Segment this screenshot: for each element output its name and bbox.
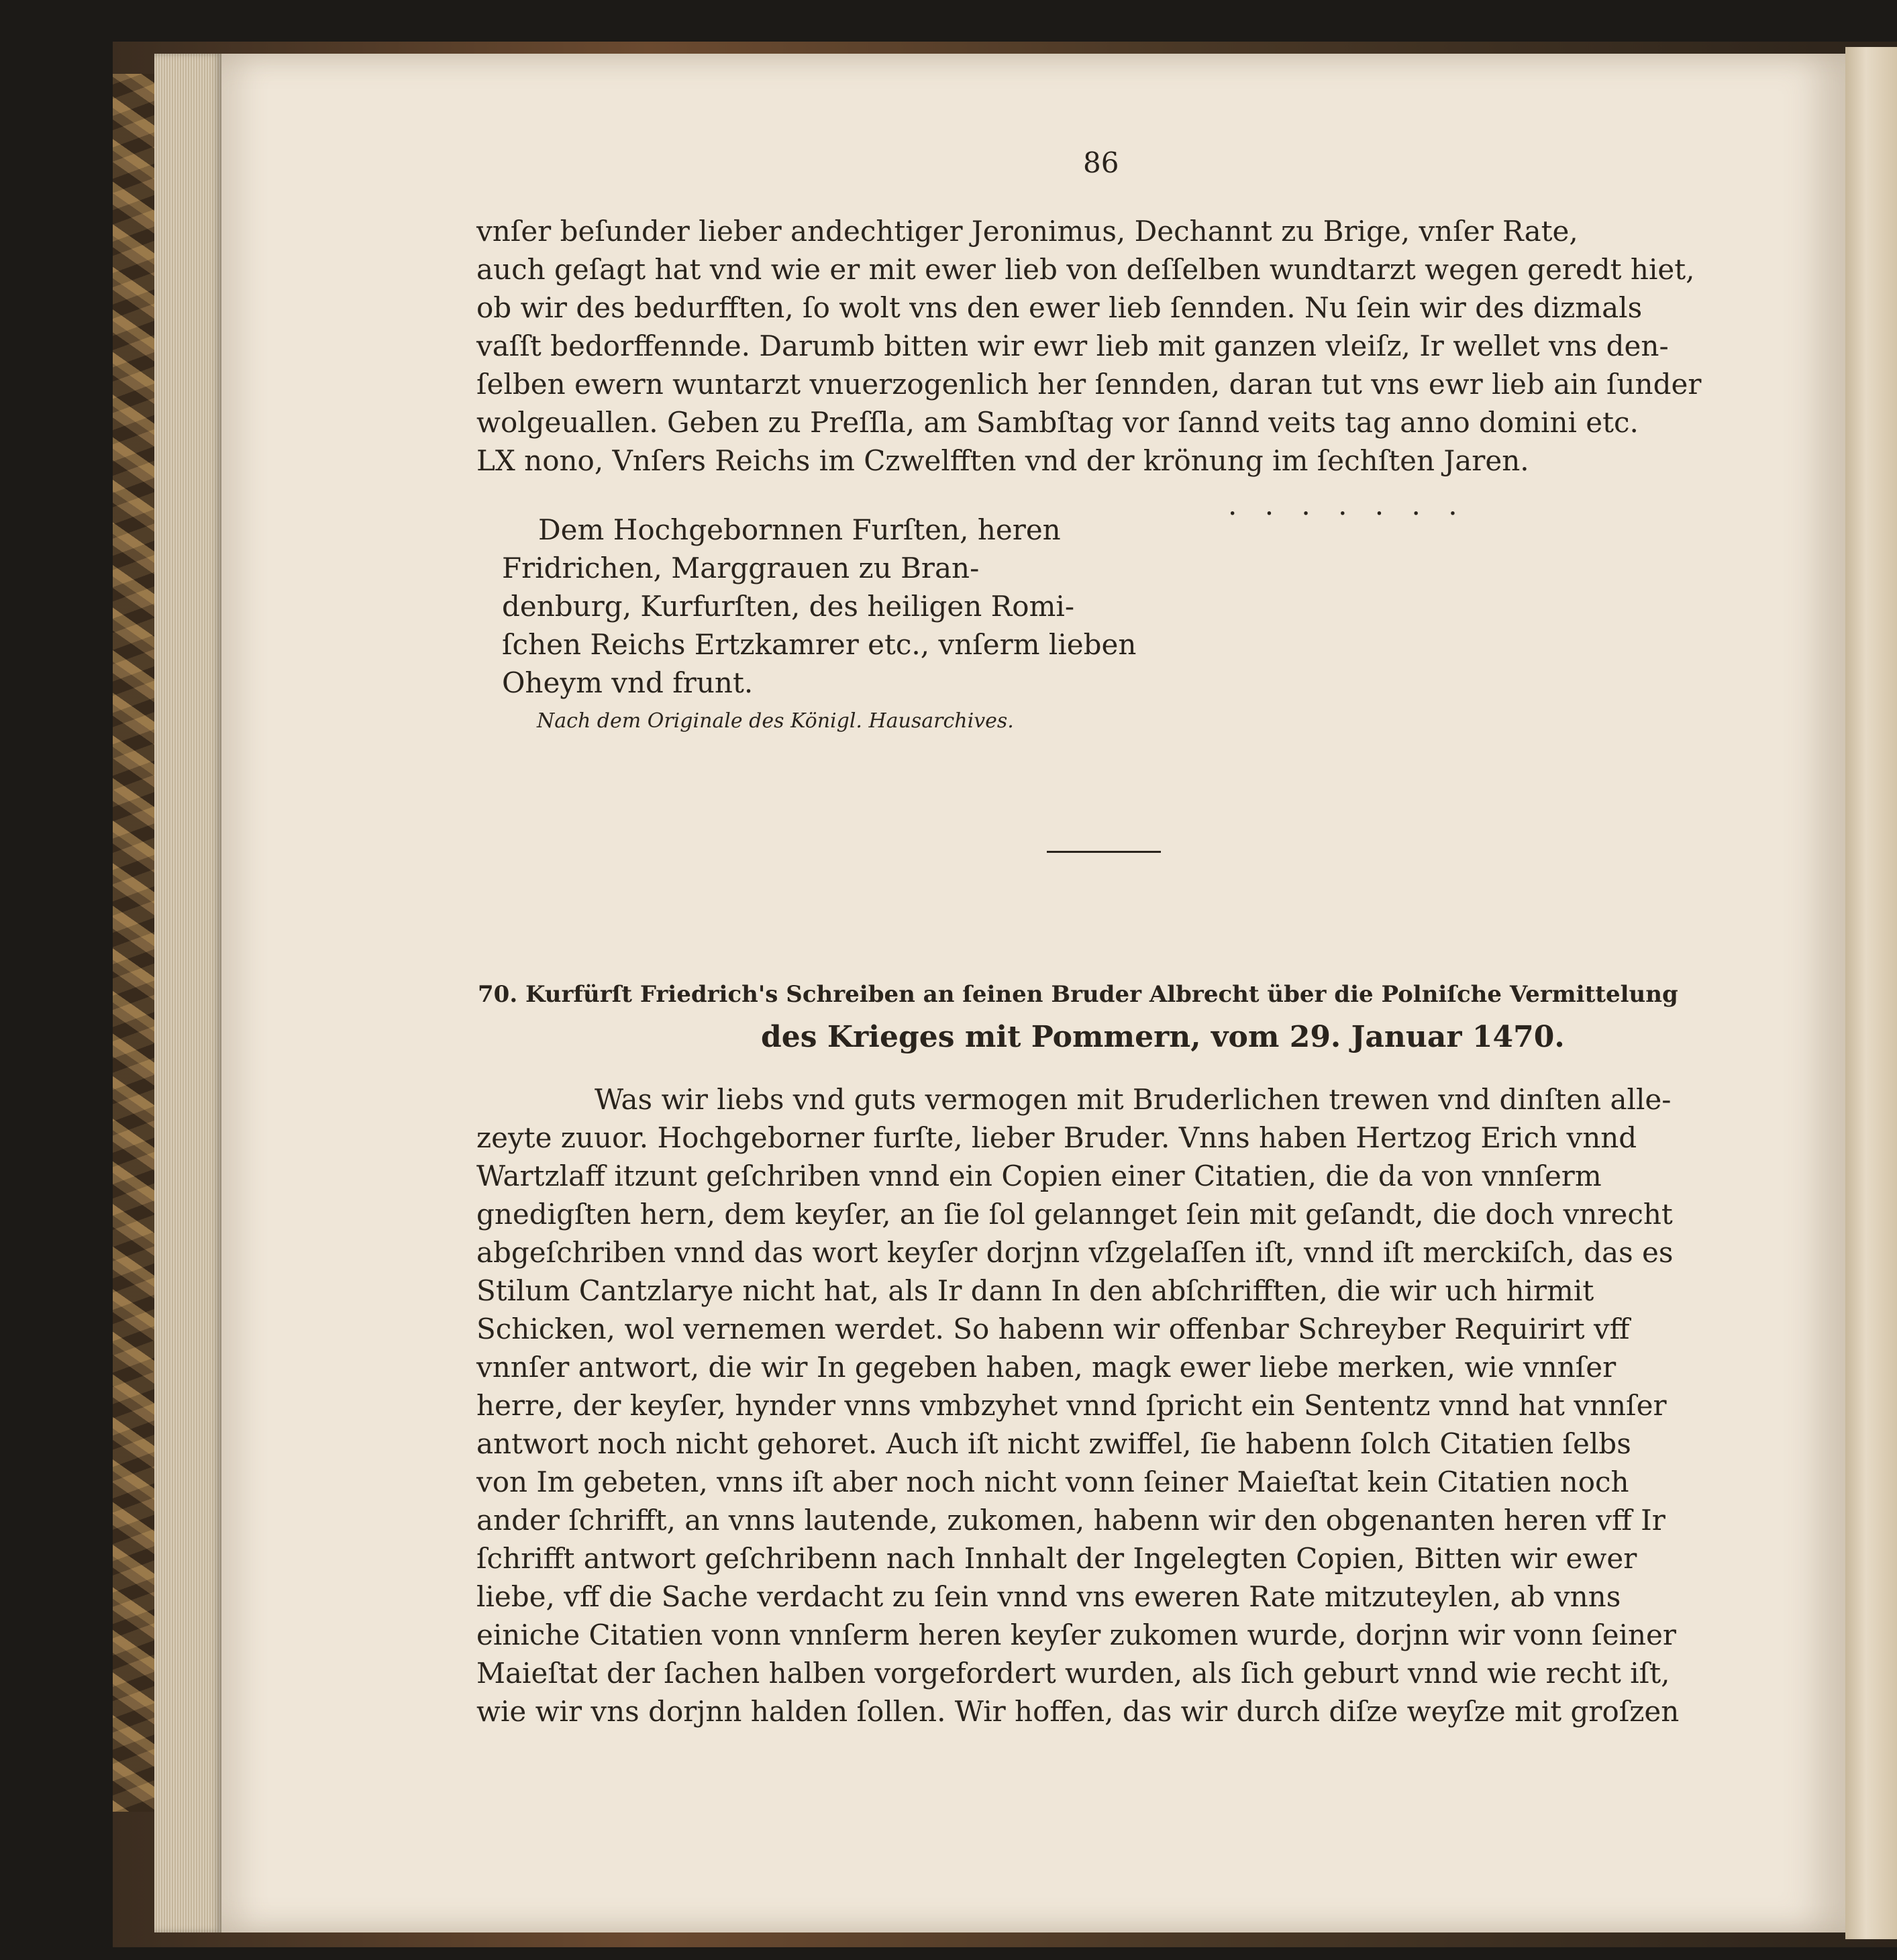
text-line: auch geſagt hat vnd wie er mit ewer lieb von deſſelben wundtarzt wegen geredt hiet, <box>476 253 1695 286</box>
page-number: 86 <box>1083 146 1119 179</box>
text-line: wie wir vns dorjnn halden ſollen. Wir hoffen, das wir durch diſze weyſze mit groſzen <box>476 1695 1680 1728</box>
address-line: Oheym vnd frunt. <box>502 666 754 699</box>
text-line: herre, der keyſer, hynder vnns vmbzyhet vnnd ſpricht ein Sententz vnnd hat vnnſer <box>476 1389 1667 1422</box>
address-line: Fridrichen, Marggrauen zu Bran- <box>502 552 980 584</box>
text-line: gnedigſten hern, dem keyſer, an ſie ſol gelannget ſein mit geſandt, die doch vnrecht <box>476 1198 1673 1231</box>
section-divider <box>1047 851 1161 853</box>
source-note: Nach dem Originale des Königl. Hausarchives. <box>537 709 1014 733</box>
text-line: liebe, vff die Sache verdacht zu ſein vnnd vns eweren Rate mitzuteylen, ab vnns <box>476 1580 1621 1613</box>
text-line: Schicken, wol vernemen werdet. So habenn wir offenbar Schreyber Requirirt vff <box>476 1312 1630 1345</box>
facing-page-edge <box>1845 47 1897 1939</box>
heading-line: 70. Kurfürſt Friedrich's Schreiben an ſeinen Bruder Albrecht über die Polniſche Vermittelung <box>478 981 1678 1008</box>
text-line: vaſſt bedorffennde. Darumb bitten wir ewr lieb mit ganzen vleiſz, Ir wellet vns den- <box>476 329 1669 362</box>
text-line: von Im gebeten, vnns iſt aber noch nicht vonn ſeiner Maieſtat kein Citatien noch <box>476 1465 1629 1498</box>
text-line: Was wir liebs vnd guts vermogen mit Bruderlichen trewen vnd dinſten alle- <box>595 1083 1672 1116</box>
text-line: antwort noch nicht gehoret. Auch iſt nicht zwiffel, ſie habenn ſolch Citatien ſelbs <box>476 1427 1631 1460</box>
text-line: Wartzlaff itzunt geſchriben vnnd ein Copien einer Citatien, die da von vnnſerm <box>476 1159 1602 1192</box>
address-line: ſchen Reichs Ertzkamrer etc., vnſerm lieben <box>502 628 1137 661</box>
text-line: ſelben ewern wuntarzt vnuerzogenlich her ſennden, daran tut vns ewr lieb ain ſunder <box>476 368 1702 401</box>
text-line: Maieſtat der ſachen halben vorgefordert wurden, als ſich geburt vnnd wie recht iſt, <box>476 1657 1670 1690</box>
text-line: vnſer beſunder lieber andechtiger Jeronimus, Dechannt zu Brige, vnſer Rate, <box>476 215 1578 248</box>
text-line: abgeſchriben vnnd das wort keyſer dorjnn vſzgelaſſen iſt, vnnd iſt merckiſch, das es <box>476 1236 1674 1269</box>
page-edges <box>154 54 221 1932</box>
text-line: einiche Citatien vonn vnnſerm heren keyſer zukomen wurde, dorjnn wir vonn ſeiner <box>476 1618 1676 1651</box>
text-line: ſchrifft antwort geſchribenn nach Innhalt der Ingelegten Copien, Bitten wir ewer <box>476 1542 1637 1575</box>
marbled-endpaper <box>113 74 154 1812</box>
text-line: zeyte zuuor. Hochgeborner furſte, lieber Bruder. Vnns haben Hertzog Erich vnnd <box>476 1121 1637 1154</box>
text-line: ander ſchrifft, an vnns lautende, zukomen, habenn wir den obgenanten heren vff Ir <box>476 1504 1665 1537</box>
text-line: wolgeuallen. Geben zu Preſſla, am Sambſtag vor ſannd veits tag anno domini etc. <box>476 406 1639 439</box>
address-line: denburg, Kurfurſten, des heiligen Romi- <box>502 590 1075 623</box>
ellipsis: . . . . . . . <box>1228 488 1467 521</box>
text-line: Stilum Cantzlarye nicht hat, als Ir dann In den abſchrifften, die wir uch hirmit <box>476 1274 1594 1307</box>
text-line: LX nono, Vnſers Reichs im Czwelfften vnd der krönung im ſechſten Jaren. <box>476 444 1529 477</box>
text-line: vnnſer antwort, die wir In gegeben haben, magk ewer liebe merken, wie vnnſer <box>476 1351 1617 1384</box>
address-line: Dem Hochgebornnen Furſten, heren <box>538 513 1061 546</box>
text-line: ob wir des bedurfften, ſo wolt vns den ewer lieb ſennden. Nu ſein wir des dizmals <box>476 291 1643 324</box>
heading-line: des Krieges mit Pommern, vom 29. Januar 1470. <box>761 1020 1565 1054</box>
